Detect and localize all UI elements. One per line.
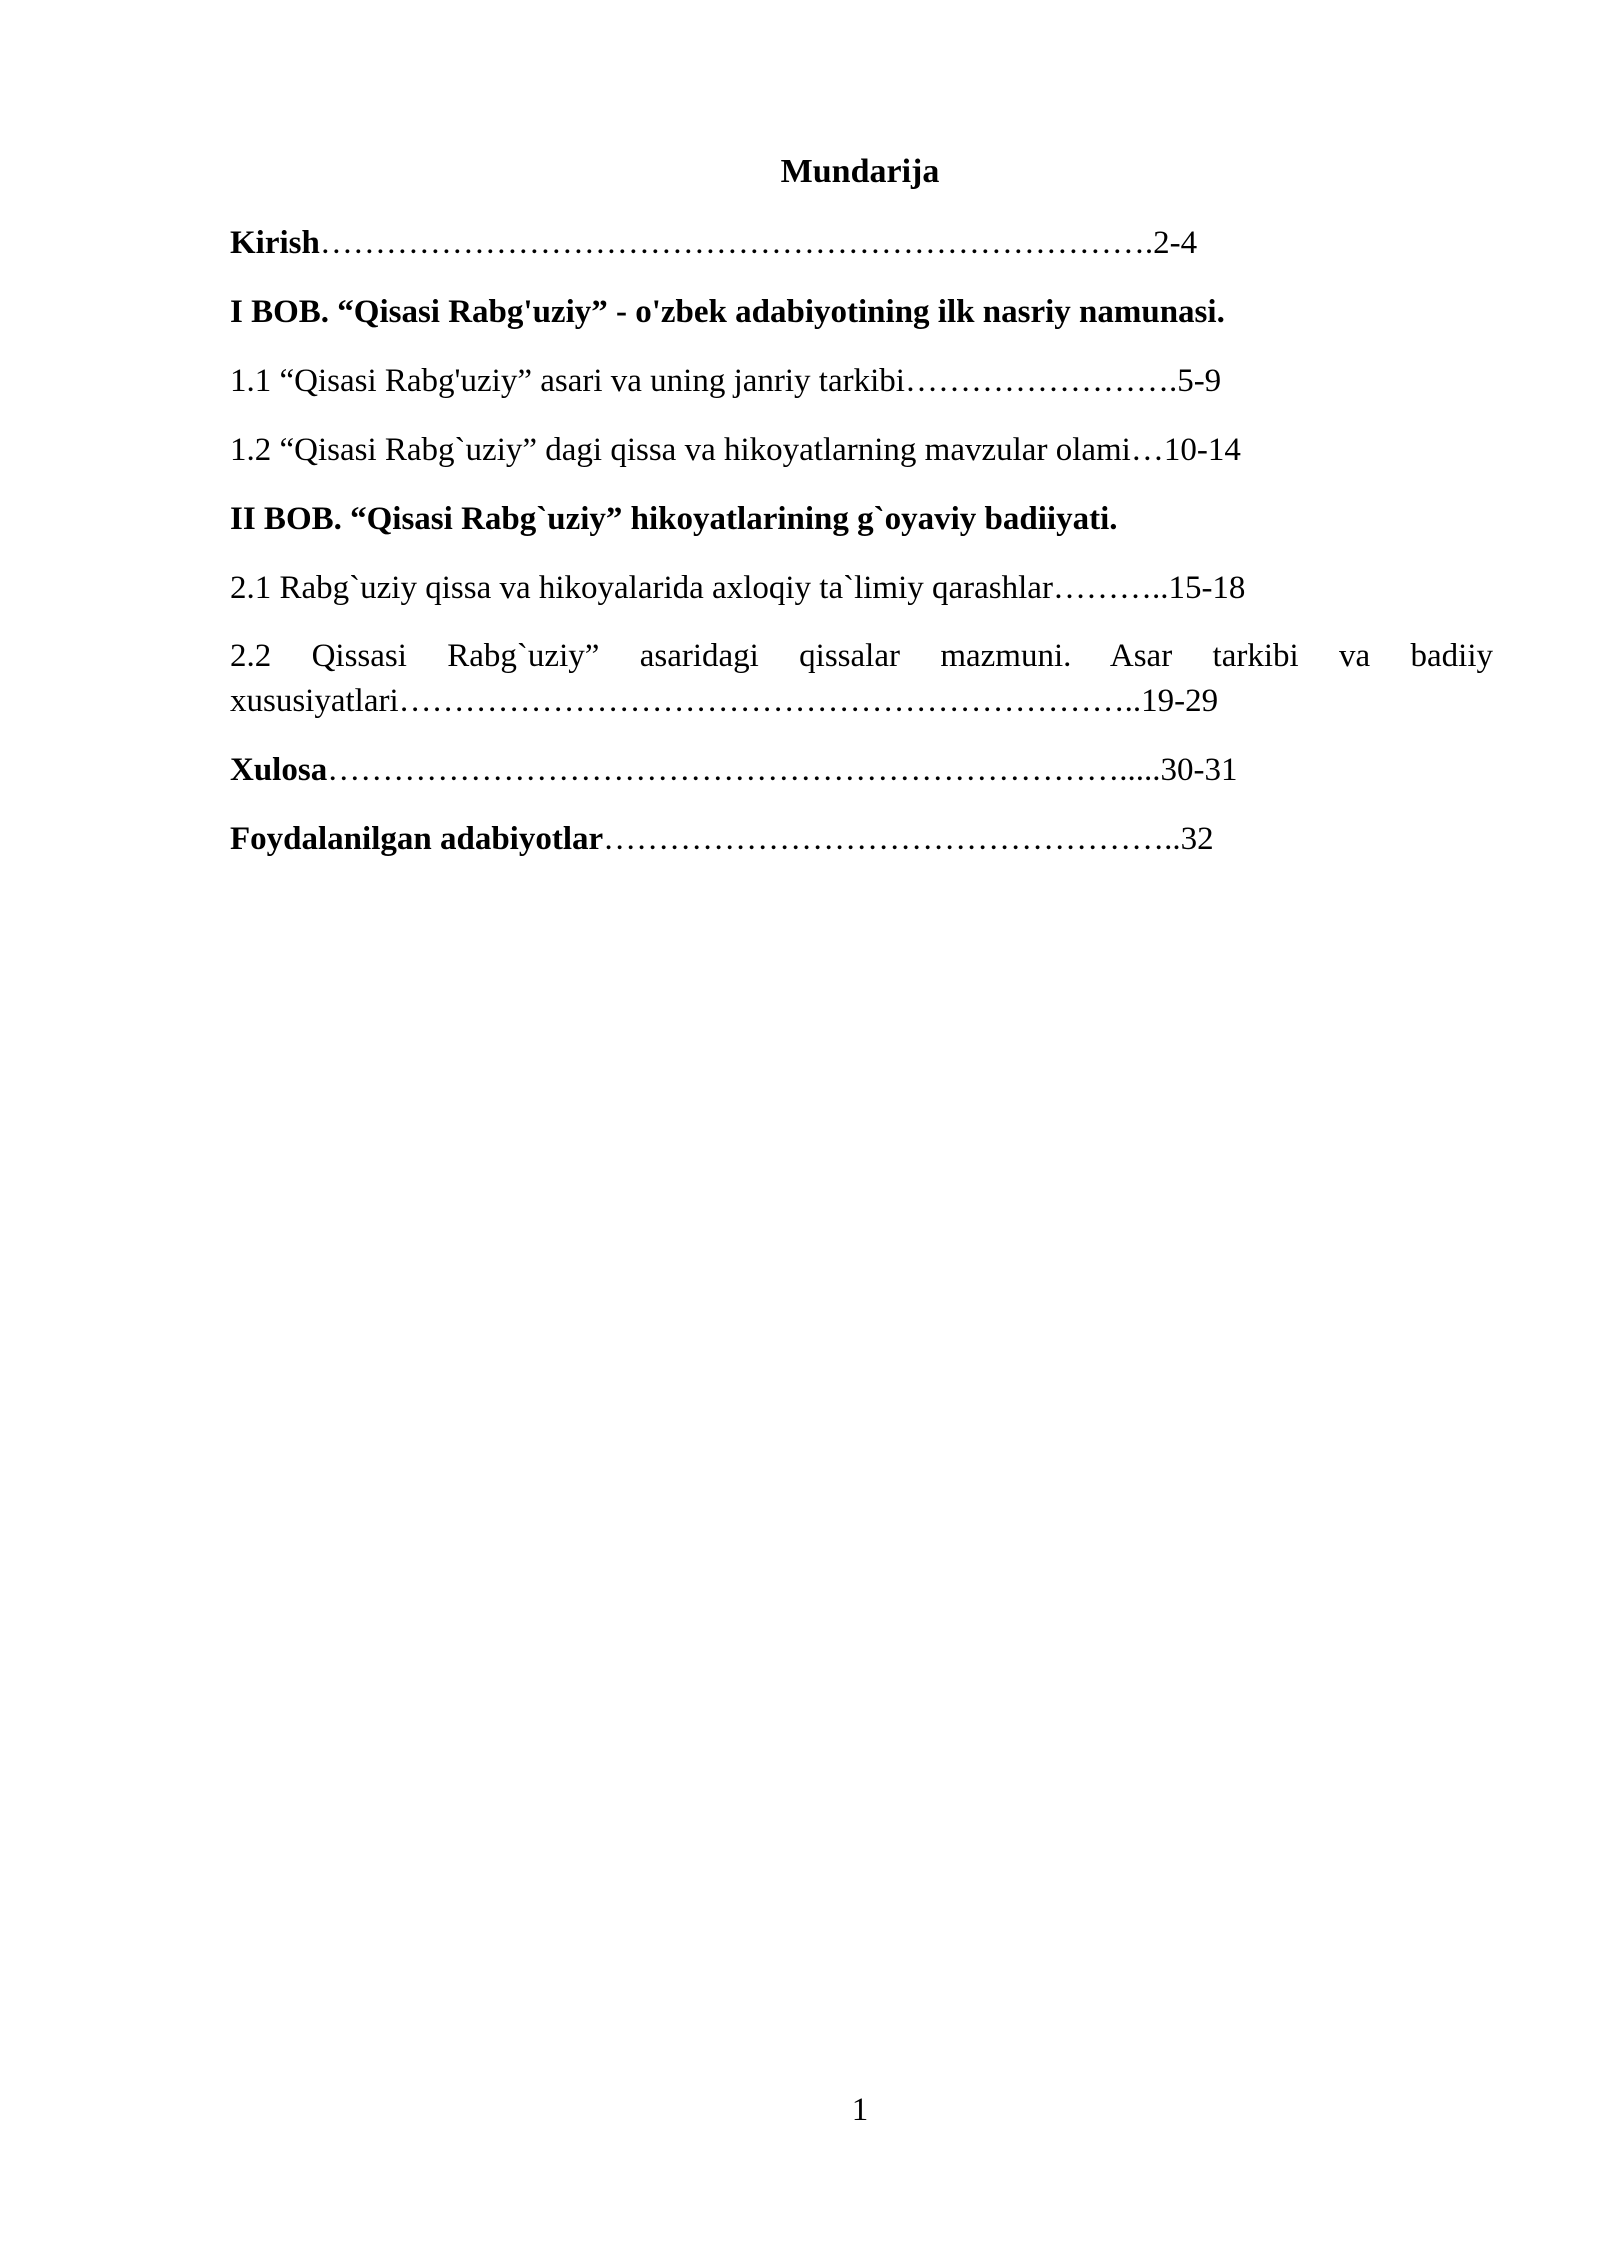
toc-entry-2-2 xyxy=(230,634,1493,724)
toc-dot-leader: ……….. xyxy=(1052,570,1169,606)
toc-entry-label: 1.2 “Qisasi Rabg`uziy” dagi qissa va hikoyatlarning mavzular olami xyxy=(230,432,1131,468)
toc-entry-label: 2.1 Rabg`uziy qissa va hikoyalarida axloqiy ta`limiy qarashlar xyxy=(230,570,1053,606)
toc-page-range: 5-9 xyxy=(1177,363,1222,399)
toc-entry-1-2 xyxy=(230,427,1493,473)
toc-entry-2-1 xyxy=(230,565,1493,611)
toc-page-range: 30-31 xyxy=(1160,752,1238,788)
table-of-contents xyxy=(230,220,1493,885)
toc-entry-xulosa xyxy=(230,747,1493,793)
toc-page-range: 10-14 xyxy=(1163,432,1241,468)
toc-entry-label: 1.1 “Qisasi Rabg'uziy” asari va uning janriy tarkibi xyxy=(230,363,905,399)
toc-entry-label: Xulosa xyxy=(230,752,328,788)
page-number: 1 xyxy=(851,2092,869,2128)
toc-entry-label: 2.2 Qissasi Rabg`uziy” asaridagi qissalar mazmuni. Asar tarkibi va badiiy xususiyatlari xyxy=(230,638,1493,719)
toc-entry-label: Kirish xyxy=(230,225,320,261)
toc-chapter-1-heading xyxy=(230,289,1493,335)
toc-page-range: 19-29 xyxy=(1141,683,1219,719)
toc-entry-label: II BOB. “Qisasi Rabg`uziy” hikoyatlarining g`oyaviy badiiyati. xyxy=(230,501,1118,537)
toc-entry-label: I BOB. “Qisasi Rabg'uziy” - o'zbek adabiyotining ilk nasriy namunasi. xyxy=(230,294,1225,330)
toc-entry-kirish xyxy=(230,220,1493,266)
toc-page-range: 15-18 xyxy=(1168,570,1246,606)
toc-dot-leader: ………………………………………………………….. xyxy=(398,683,1142,719)
toc-dot-leader: … xyxy=(1130,432,1164,468)
toc-dot-leader: …………………………………………………………………. xyxy=(319,225,1154,261)
toc-dot-leader: ……………………. xyxy=(904,363,1178,399)
toc-page-range: 2-4 xyxy=(1153,225,1198,261)
toc-dot-leader: …………………………………………….. xyxy=(603,821,1181,857)
toc-entry-label: Foydalanilgan adabiyotlar xyxy=(230,821,604,857)
toc-page-range: 32 xyxy=(1180,821,1214,857)
toc-dot-leader: ………………………………………………………………..... xyxy=(327,752,1161,788)
toc-chapter-2-heading xyxy=(230,496,1493,542)
toc-entry-foydalanilgan-adabiyotlar xyxy=(230,816,1493,862)
toc-entry-1-1 xyxy=(230,358,1493,404)
page-title: Mundarija xyxy=(780,153,940,190)
